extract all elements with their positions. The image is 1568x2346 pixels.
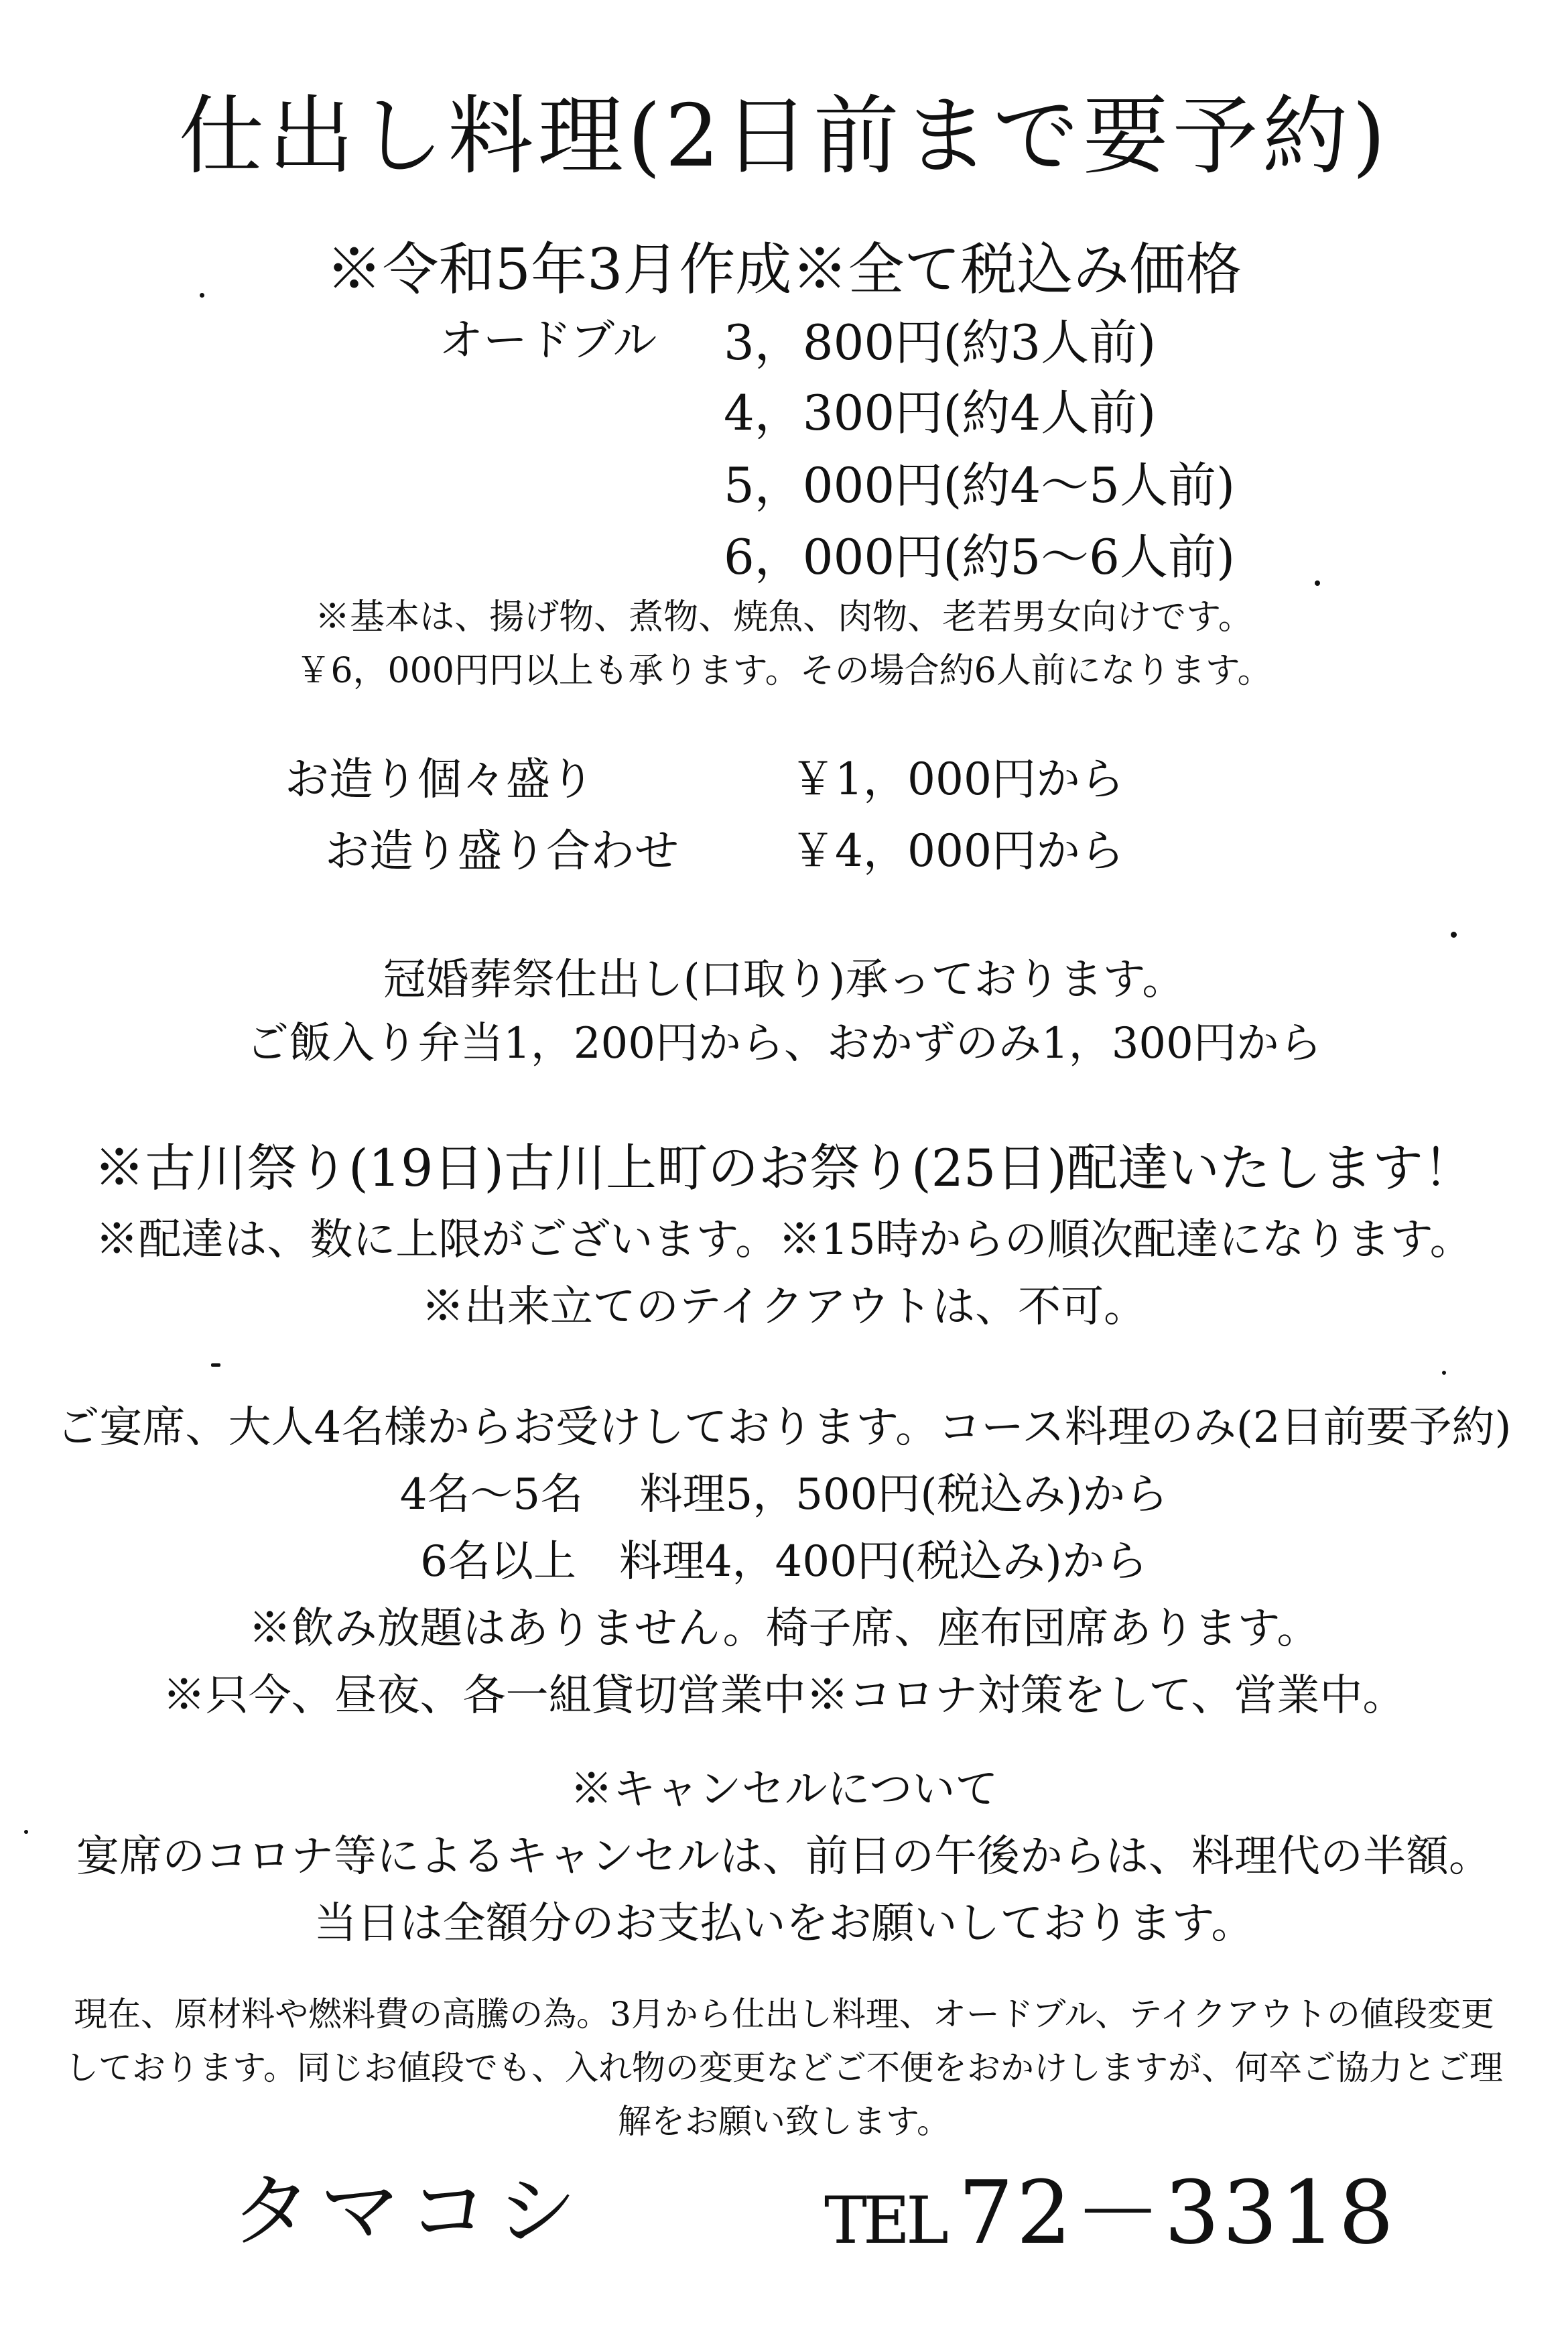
- hors-doeuvre-price: 3，800円(約3人前): [724, 314, 1157, 371]
- subtitle: ※令和5年3月作成※全て税込み価格: [326, 237, 1242, 302]
- scan-speck: [200, 293, 204, 298]
- sashimi-price: ￥4，000円から: [791, 825, 1124, 877]
- sashimi-label: お造り盛り合わせ: [325, 825, 679, 877]
- scan-speck: [211, 1363, 220, 1367]
- banquet-line: ご宴席、大人4名様からお受けしております。コース料理のみ(2日前要予約): [56, 1403, 1512, 1453]
- scan-speck: [24, 1830, 28, 1834]
- tel-label: TEL: [824, 2183, 945, 2258]
- hors-doeuvre-note: ￥6，000円円以上も承ります。その場合約6人前になります。: [296, 651, 1272, 691]
- price-notice-line: 現在、原材料や燃料費の高騰の為。3月から仕出し料理、オードブル、テイクアウトの値段変更: [74, 1995, 1494, 2034]
- scan-speck: [1451, 932, 1457, 938]
- hors-doeuvre-price: 4，300円(約4人前): [724, 385, 1157, 441]
- hors-doeuvre-note: ※基本は、揚げ物、煮物、焼魚、肉物、老若男女向けです。: [315, 597, 1253, 637]
- banquet-line: 6名以上 料理4，400円(税込み)から: [420, 1537, 1148, 1587]
- page-title: 仕出し料理(2日前まで要予約): [178, 86, 1390, 186]
- scan-speck: [1442, 1371, 1446, 1375]
- cancel-heading: ※キャンセルについて: [570, 1765, 998, 1814]
- shop-name: タマコシ: [231, 2165, 585, 2258]
- price-notice-line: 解をお願い致します。: [618, 2102, 950, 2141]
- ceremony-line: ご飯入り弁当1，200円から、おかずのみ1，300円から: [246, 1019, 1322, 1068]
- sashimi-price: ￥1，000円から: [791, 753, 1124, 805]
- price-notice-line: しております。同じお値段でも、入れ物の変更などご不便をおかけしますが、何卒ご協力とご理: [65, 2048, 1503, 2087]
- cancel-line: 宴席のコロナ等によるキャンセルは、前日の午後からは、料理代の半額。: [76, 1832, 1492, 1881]
- cancel-line: 当日は全額分のお支払いをお願いしております。: [314, 1899, 1254, 1949]
- sashimi-label: お造り個々盛り: [285, 753, 594, 805]
- banquet-line: ※飲み放題はありません。椅子席、座布団席あります。: [248, 1604, 1320, 1654]
- festival-note: ※配達は、数に上限がございます。※15時からの順次配達になります。: [95, 1215, 1473, 1265]
- hors-doeuvre-price: 6，000円(約5～6人前): [724, 529, 1236, 585]
- scan-speck: [1315, 580, 1320, 586]
- festival-note: ※出来立てのテイクアウトは、不可。: [421, 1282, 1147, 1332]
- telephone: [824, 2162, 1397, 2264]
- hors-doeuvre-price: 5，000円(約4～5人前): [724, 457, 1236, 513]
- banquet-line: ※只今、昼夜、各一組貸切営業中※コロナ対策をして、営業中。: [162, 1671, 1406, 1721]
- tel-number: 72－3318: [958, 2162, 1397, 2264]
- festival-headline: ※古川祭り(19日)古川上町のお祭り(25日)配達いたします！: [93, 1138, 1474, 1198]
- hors-doeuvre-label: オードブル: [439, 314, 657, 366]
- ceremony-line: 冠婚葬祭仕出し(口取り)承っております。: [383, 955, 1185, 1005]
- banquet-line: 4名～5名 料理5，500円(税込み)から: [399, 1470, 1169, 1520]
